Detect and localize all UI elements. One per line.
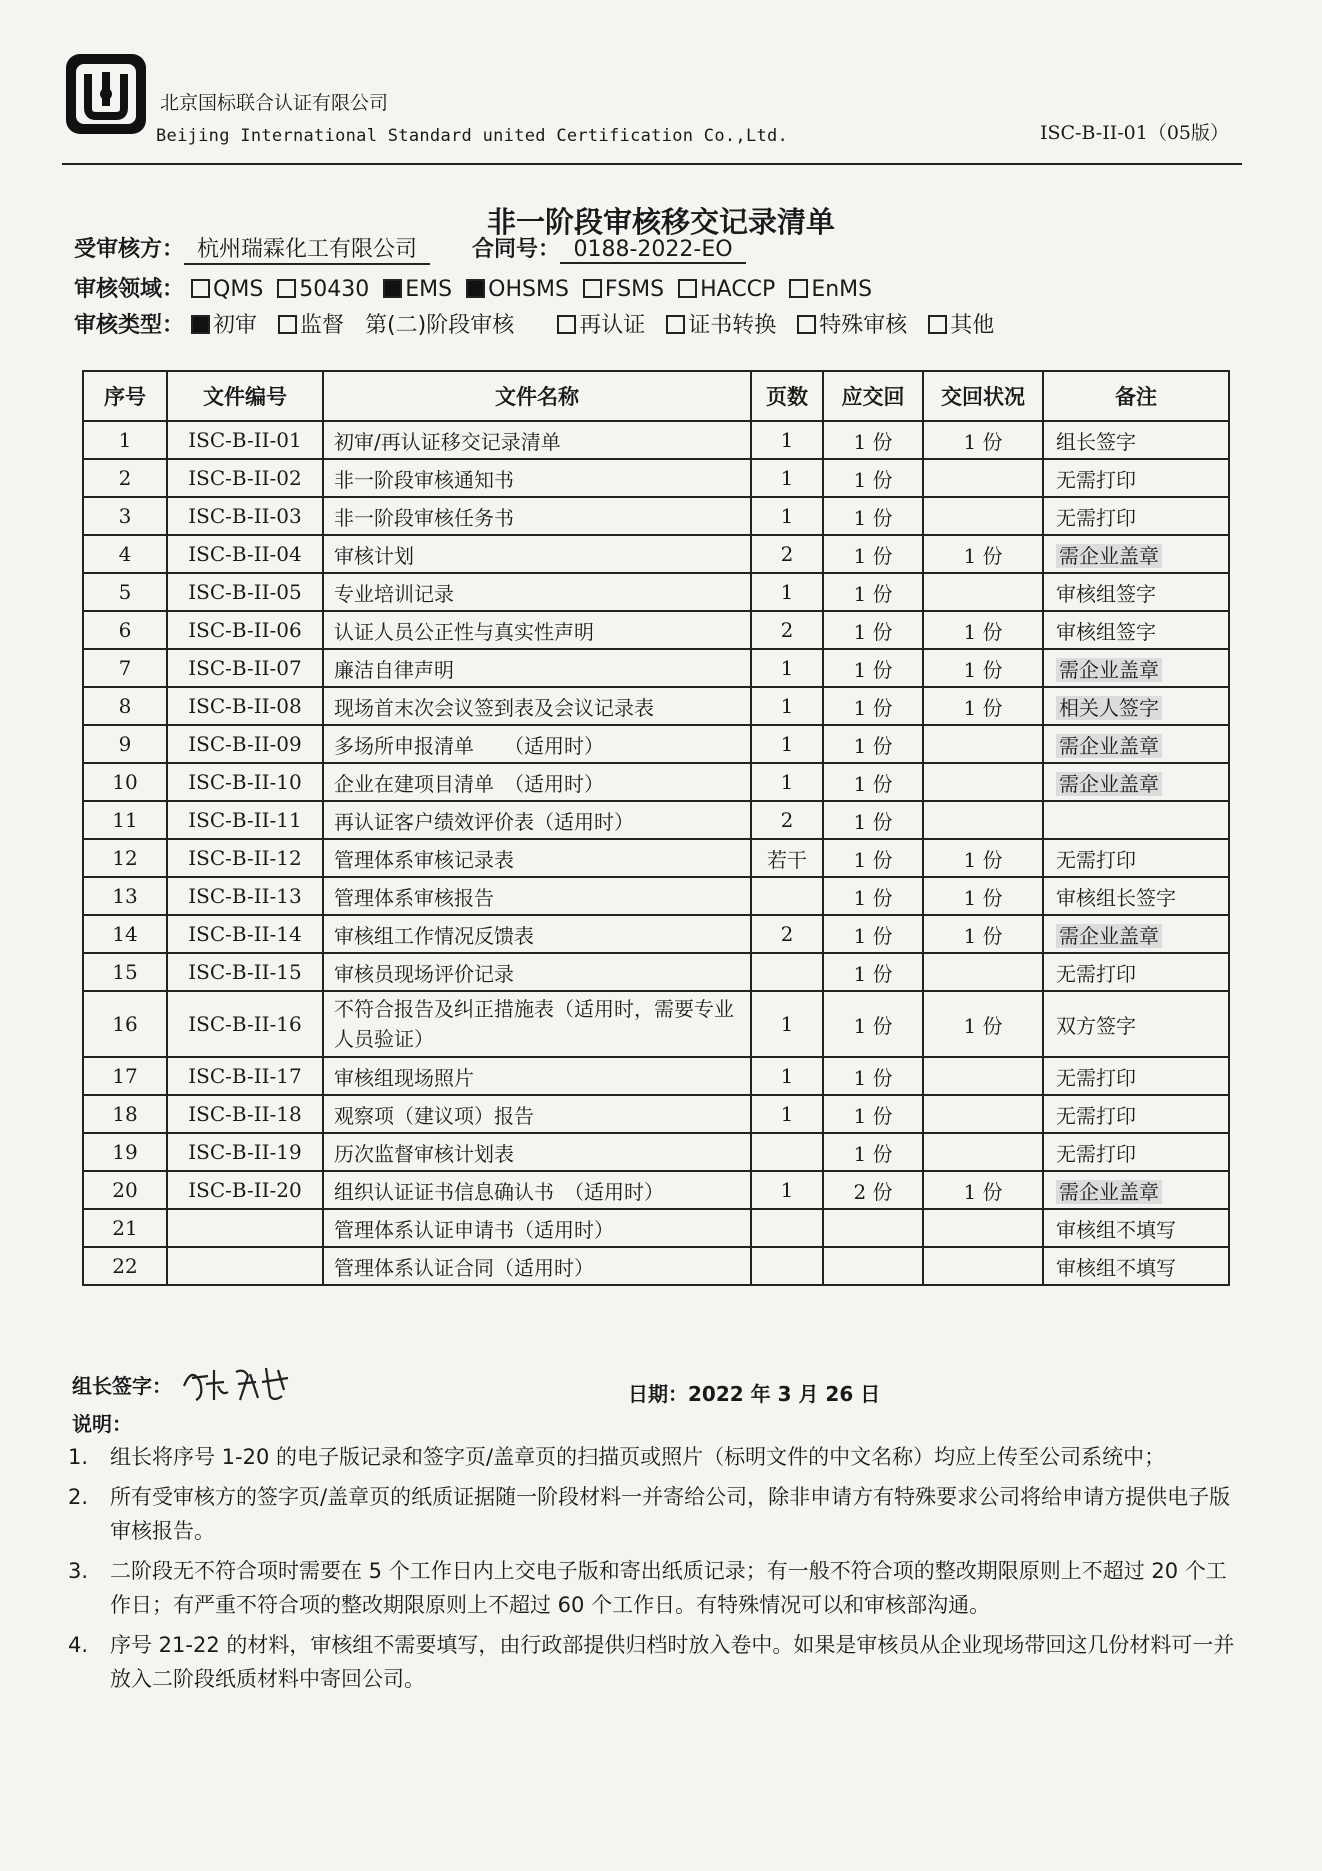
cell-doc-name: 非一阶段审核通知书 — [323, 459, 751, 497]
cell-doc-no: ISC-B-II-19 — [167, 1133, 323, 1171]
table-row — [83, 459, 1229, 497]
cell-seq: 18 — [83, 1095, 167, 1133]
cell-doc-no: ISC-B-II-04 — [167, 535, 323, 573]
cell-pages: 1 — [751, 991, 823, 1057]
cell-returned — [923, 459, 1043, 497]
cell-due — [823, 1247, 923, 1285]
cell-doc-name: 现场首末次会议签到表及会议记录表 — [323, 687, 751, 725]
field-option-fsms: FSMS — [583, 277, 664, 302]
cell-returned — [923, 953, 1043, 991]
cell-doc-name: 管理体系认证申请书（适用时） — [323, 1209, 751, 1247]
cell-doc-name: 观察项（建议项）报告 — [323, 1095, 751, 1133]
cell-doc-no: ISC-B-II-03 — [167, 497, 323, 535]
table-row — [83, 915, 1229, 953]
cell-due: 1 份 — [823, 991, 923, 1057]
cell-returned — [923, 1057, 1043, 1095]
cell-doc-no: ISC-B-II-06 — [167, 611, 323, 649]
cell-due: 1 份 — [823, 649, 923, 687]
company-name-en: Beijing International Standard united Certification Co.,Ltd. — [156, 126, 789, 146]
table-row — [83, 1057, 1229, 1095]
field-option-ohsms: OHSMS — [466, 277, 569, 302]
cell-remarks: 需企业盖章 — [1043, 725, 1229, 763]
cell-returned: 1 份 — [923, 649, 1043, 687]
checkbox-haccp — [678, 279, 697, 298]
checkbox-surveillance — [278, 315, 297, 334]
cell-doc-no: ISC-B-II-20 — [167, 1171, 323, 1209]
cell-returned: 1 份 — [923, 991, 1043, 1057]
note-item: 1. 组长将序号 1-20 的电子版记录和签字页/盖章页的扫描页或照片（标明文件的中文名称）均应上传至公司系统中； — [68, 1445, 1166, 1469]
company-name-cn: 北京国标联合认证有限公司 — [160, 92, 389, 114]
notes-list — [60, 1440, 1240, 1702]
cell-due: 1 份 — [823, 1057, 923, 1095]
cell-due: 1 份 — [823, 915, 923, 953]
cell-doc-no: ISC-B-II-11 — [167, 801, 323, 839]
table-row — [83, 1133, 1229, 1171]
cell-pages: 1 — [751, 497, 823, 535]
table-row — [83, 953, 1229, 991]
cell-doc-name: 历次监督审核计划表 — [323, 1133, 751, 1171]
cell-returned: 1 份 — [923, 687, 1043, 725]
cell-pages: 1 — [751, 459, 823, 497]
table-row — [83, 649, 1229, 687]
cell-doc-name: 专业培训记录 — [323, 573, 751, 611]
cell-returned — [923, 497, 1043, 535]
cell-doc-name: 多场所申报清单 （适用时） — [323, 725, 751, 763]
cell-pages: 2 — [751, 915, 823, 953]
cell-pages — [751, 1247, 823, 1285]
header-pages: 页数 — [751, 371, 823, 421]
cell-seq: 14 — [83, 915, 167, 953]
cell-doc-name: 认证人员公正性与真实性声明 — [323, 611, 751, 649]
contract-value: 0188-2022-EO — [560, 237, 746, 264]
cell-pages: 2 — [751, 611, 823, 649]
cell-due: 1 份 — [823, 497, 923, 535]
cell-seq: 19 — [83, 1133, 167, 1171]
cell-seq: 2 — [83, 459, 167, 497]
cell-due: 1 份 — [823, 839, 923, 877]
cell-seq: 21 — [83, 1209, 167, 1247]
cell-seq: 12 — [83, 839, 167, 877]
header-divider — [62, 163, 1242, 165]
table-row — [83, 535, 1229, 573]
cell-pages: 1 — [751, 725, 823, 763]
cell-due: 1 份 — [823, 801, 923, 839]
cell-remarks: 需企业盖章 — [1043, 535, 1229, 573]
auditee-label: 受审核方： — [74, 237, 185, 262]
cell-remarks: 无需打印 — [1043, 459, 1229, 497]
cell-remarks: 相关人签字 — [1043, 687, 1229, 725]
audit-fields-label: 审核领域： — [74, 277, 185, 302]
table-row — [83, 611, 1229, 649]
cell-remarks: 审核组不填写 — [1043, 1209, 1229, 1247]
cell-remarks: 无需打印 — [1043, 497, 1229, 535]
cell-remarks: 无需打印 — [1043, 1095, 1229, 1133]
cell-remarks: 需企业盖章 — [1043, 1171, 1229, 1209]
cell-pages: 2 — [751, 535, 823, 573]
cell-doc-name: 非一阶段审核任务书 — [323, 497, 751, 535]
field-option-50430: 50430 — [277, 277, 369, 302]
document-code: ISC-B-II-01（05版） — [1040, 122, 1229, 144]
cell-remarks: 需企业盖章 — [1043, 915, 1229, 953]
cell-remarks: 无需打印 — [1043, 839, 1229, 877]
cell-returned: 1 份 — [923, 535, 1043, 573]
note-item: 2. 所有受审核方的签字页/盖章页的纸质证据随一阶段材料一并寄给公司，除非申请方有特殊要求公司将给申请方提供电子版审核报告。 — [68, 1485, 1231, 1543]
cell-seq: 9 — [83, 725, 167, 763]
checkbox-fsms — [583, 279, 602, 298]
header-doc-name: 文件名称 — [323, 371, 751, 421]
cell-doc-name: 审核组现场照片 — [323, 1057, 751, 1095]
cell-returned: 1 份 — [923, 915, 1043, 953]
cell-due: 1 份 — [823, 611, 923, 649]
cell-returned: 1 份 — [923, 877, 1043, 915]
cell-doc-name: 管理体系认证合同（适用时） — [323, 1247, 751, 1285]
header-remarks: 备注 — [1043, 371, 1229, 421]
cell-pages — [751, 953, 823, 991]
table-row — [83, 497, 1229, 535]
header-returned: 交回状况 — [923, 371, 1043, 421]
cell-doc-name: 管理体系审核报告 — [323, 877, 751, 915]
table-row — [83, 1209, 1229, 1247]
cell-returned — [923, 1095, 1043, 1133]
checkbox-transfer — [666, 315, 685, 334]
cell-remarks: 需企业盖章 — [1043, 763, 1229, 801]
checkbox-recert — [557, 315, 576, 334]
date: 日期：2022 年 3 月 26 日 — [628, 1382, 881, 1406]
table-row — [83, 687, 1229, 725]
table-row — [83, 573, 1229, 611]
cell-pages: 1 — [751, 687, 823, 725]
cell-pages: 1 — [751, 763, 823, 801]
cell-doc-no: ISC-B-II-12 — [167, 839, 323, 877]
table-row — [83, 801, 1229, 839]
cell-remarks: 审核组不填写 — [1043, 1247, 1229, 1285]
cell-seq: 20 — [83, 1171, 167, 1209]
cell-remarks: 组长签字 — [1043, 421, 1229, 459]
cell-seq: 15 — [83, 953, 167, 991]
cell-remarks: 审核组签字 — [1043, 611, 1229, 649]
table-row — [83, 991, 1229, 1057]
audit-types-row — [74, 308, 1008, 339]
cell-doc-name: 企业在建项目清单 （适用时） — [323, 763, 751, 801]
header-due: 应交回 — [823, 371, 923, 421]
table-row — [83, 1171, 1229, 1209]
cell-doc-name: 审核员现场评价记录 — [323, 953, 751, 991]
cell-pages: 1 — [751, 649, 823, 687]
cell-doc-no: ISC-B-II-14 — [167, 915, 323, 953]
cell-doc-no: ISC-B-II-05 — [167, 573, 323, 611]
checkbox-ems — [383, 279, 402, 298]
table-row — [83, 1247, 1229, 1285]
cell-remarks: 无需打印 — [1043, 953, 1229, 991]
cell-pages: 1 — [751, 573, 823, 611]
cell-doc-no: ISC-B-II-15 — [167, 953, 323, 991]
table-header-row — [83, 371, 1229, 421]
cell-seq: 7 — [83, 649, 167, 687]
table-row — [83, 725, 1229, 763]
cell-seq: 22 — [83, 1247, 167, 1285]
cell-due: 1 份 — [823, 877, 923, 915]
cell-returned: 1 份 — [923, 611, 1043, 649]
cell-returned — [923, 763, 1043, 801]
cell-doc-name: 廉洁自律声明 — [323, 649, 751, 687]
audit-types-label: 审核类型： — [74, 313, 185, 338]
cell-due: 1 份 — [823, 1095, 923, 1133]
cell-doc-no: ISC-B-II-02 — [167, 459, 323, 497]
cell-doc-no: ISC-B-II-18 — [167, 1095, 323, 1133]
cell-doc-no: ISC-B-II-13 — [167, 877, 323, 915]
cell-doc-no: ISC-B-II-07 — [167, 649, 323, 687]
cell-pages — [751, 877, 823, 915]
cell-due — [823, 1209, 923, 1247]
company-logo-icon — [62, 50, 150, 138]
cell-returned: 1 份 — [923, 1171, 1043, 1209]
audit-fields-options — [191, 277, 886, 302]
handover-table — [82, 370, 1230, 1286]
cell-remarks: 审核组签字 — [1043, 573, 1229, 611]
cell-seq: 5 — [83, 573, 167, 611]
cell-remarks: 无需打印 — [1043, 1133, 1229, 1171]
contract-label: 合同号： — [472, 237, 561, 262]
note-item: 4. 序号 21-22 的材料，审核组不需要填写，由行政部提供归档时放入卷中。如果是审核员从企业现场带回这几份材料可一并放入二阶段纸质材料中寄回公司。 — [68, 1633, 1235, 1691]
type-option-other: 其他 — [928, 308, 994, 339]
cell-returned: 1 份 — [923, 421, 1043, 459]
auditee-row — [74, 232, 746, 265]
checkbox-enms — [789, 279, 808, 298]
cell-seq: 8 — [83, 687, 167, 725]
cell-due: 1 份 — [823, 763, 923, 801]
cell-seq: 10 — [83, 763, 167, 801]
cell-due: 1 份 — [823, 573, 923, 611]
cell-doc-name: 审核组工作情况反馈表 — [323, 915, 751, 953]
table-row — [83, 1095, 1229, 1133]
cell-doc-name: 初审/再认证移交记录清单 — [323, 421, 751, 459]
cell-pages — [751, 1133, 823, 1171]
checkbox-50430 — [277, 279, 296, 298]
auditee-value: 杭州瑞霖化工有限公司 — [184, 232, 430, 265]
cell-doc-no — [167, 1209, 323, 1247]
header-doc-no: 文件编号 — [167, 371, 323, 421]
cell-doc-name: 不符合报告及纠正措施表（适用时，需要专业人员验证） — [323, 991, 751, 1057]
cell-pages: 1 — [751, 1095, 823, 1133]
audit-fields-row — [74, 272, 886, 303]
type-option-transfer: 证书转换 — [666, 308, 776, 339]
table-row — [83, 839, 1229, 877]
cell-seq: 3 — [83, 497, 167, 535]
type-option-initial: 初审 — [191, 308, 257, 339]
cell-pages — [751, 1209, 823, 1247]
notes-title: 说明： — [72, 1412, 132, 1436]
cell-seq: 16 — [83, 991, 167, 1057]
field-option-qms: QMS — [191, 277, 263, 302]
cell-returned — [923, 573, 1043, 611]
cell-pages: 1 — [751, 421, 823, 459]
cell-doc-name: 管理体系审核记录表 — [323, 839, 751, 877]
cell-returned — [923, 1209, 1043, 1247]
cell-doc-name: 再认证客户绩效评价表（适用时） — [323, 801, 751, 839]
cell-due: 1 份 — [823, 687, 923, 725]
cell-due: 1 份 — [823, 725, 923, 763]
cell-returned — [923, 725, 1043, 763]
checkbox-special — [797, 315, 816, 334]
table-row — [83, 763, 1229, 801]
cell-due: 1 份 — [823, 535, 923, 573]
cell-pages: 1 — [751, 1057, 823, 1095]
cell-due: 1 份 — [823, 421, 923, 459]
cell-doc-no: ISC-B-II-16 — [167, 991, 323, 1057]
note-item: 3. 二阶段无不符合项时需要在 5 个工作日内上交电子版和寄出纸质记录；有一般不符合项的整改期限原则上不超过 20 个工作日；有严重不符合项的整改期限原则上不超过 60 个工作日。有特殊情况可以和审核部沟通。 — [68, 1559, 1227, 1617]
type-option-special: 特殊审核 — [797, 308, 907, 339]
cell-returned — [923, 801, 1043, 839]
cell-seq: 17 — [83, 1057, 167, 1095]
page-title: 非一阶段审核移交记录清单 — [486, 205, 835, 239]
cell-doc-no: ISC-B-II-17 — [167, 1057, 323, 1095]
cell-due: 1 份 — [823, 1133, 923, 1171]
cell-remarks: 双方签字 — [1043, 991, 1229, 1057]
cell-returned — [923, 1133, 1043, 1171]
checkbox-qms — [191, 279, 210, 298]
leader-sign-label: 组长签字： — [72, 1374, 172, 1398]
cell-remarks: 审核组长签字 — [1043, 877, 1229, 915]
cell-due: 1 份 — [823, 953, 923, 991]
checkbox-other — [928, 315, 947, 334]
cell-seq: 13 — [83, 877, 167, 915]
cell-remarks — [1043, 801, 1229, 839]
cell-doc-no: ISC-B-II-08 — [167, 687, 323, 725]
cell-seq: 1 — [83, 421, 167, 459]
cell-pages: 1 — [751, 1171, 823, 1209]
cell-doc-name: 组织认证证书信息确认书 （适用时） — [323, 1171, 751, 1209]
cell-doc-name: 审核计划 — [323, 535, 751, 573]
handwritten-signature — [178, 1356, 298, 1406]
cell-returned — [923, 1247, 1043, 1285]
cell-due: 2 份 — [823, 1171, 923, 1209]
cell-doc-no: ISC-B-II-01 — [167, 421, 323, 459]
checkbox-initial — [191, 315, 210, 334]
cell-remarks: 无需打印 — [1043, 1057, 1229, 1095]
field-option-ems: EMS — [383, 277, 452, 302]
cell-remarks: 需企业盖章 — [1043, 649, 1229, 687]
cell-seq: 4 — [83, 535, 167, 573]
header-seq: 序号 — [83, 371, 167, 421]
cell-doc-no — [167, 1247, 323, 1285]
cell-due: 1 份 — [823, 459, 923, 497]
cell-pages: 2 — [751, 801, 823, 839]
checkbox-ohsms — [466, 279, 485, 298]
stage-text: 第(二)阶段审核 — [365, 313, 515, 338]
cell-seq: 6 — [83, 611, 167, 649]
type-option-recert: 再认证 — [557, 308, 645, 339]
cell-seq: 11 — [83, 801, 167, 839]
cell-doc-no: ISC-B-II-10 — [167, 763, 323, 801]
cell-doc-no: ISC-B-II-09 — [167, 725, 323, 763]
field-option-enms: EnMS — [789, 277, 872, 302]
cell-returned: 1 份 — [923, 839, 1043, 877]
field-option-haccp: HACCP — [678, 277, 775, 302]
table-row — [83, 877, 1229, 915]
type-option-surveillance: 监督 — [278, 308, 344, 339]
cell-pages: 若干 — [751, 839, 823, 877]
table-row — [83, 421, 1229, 459]
